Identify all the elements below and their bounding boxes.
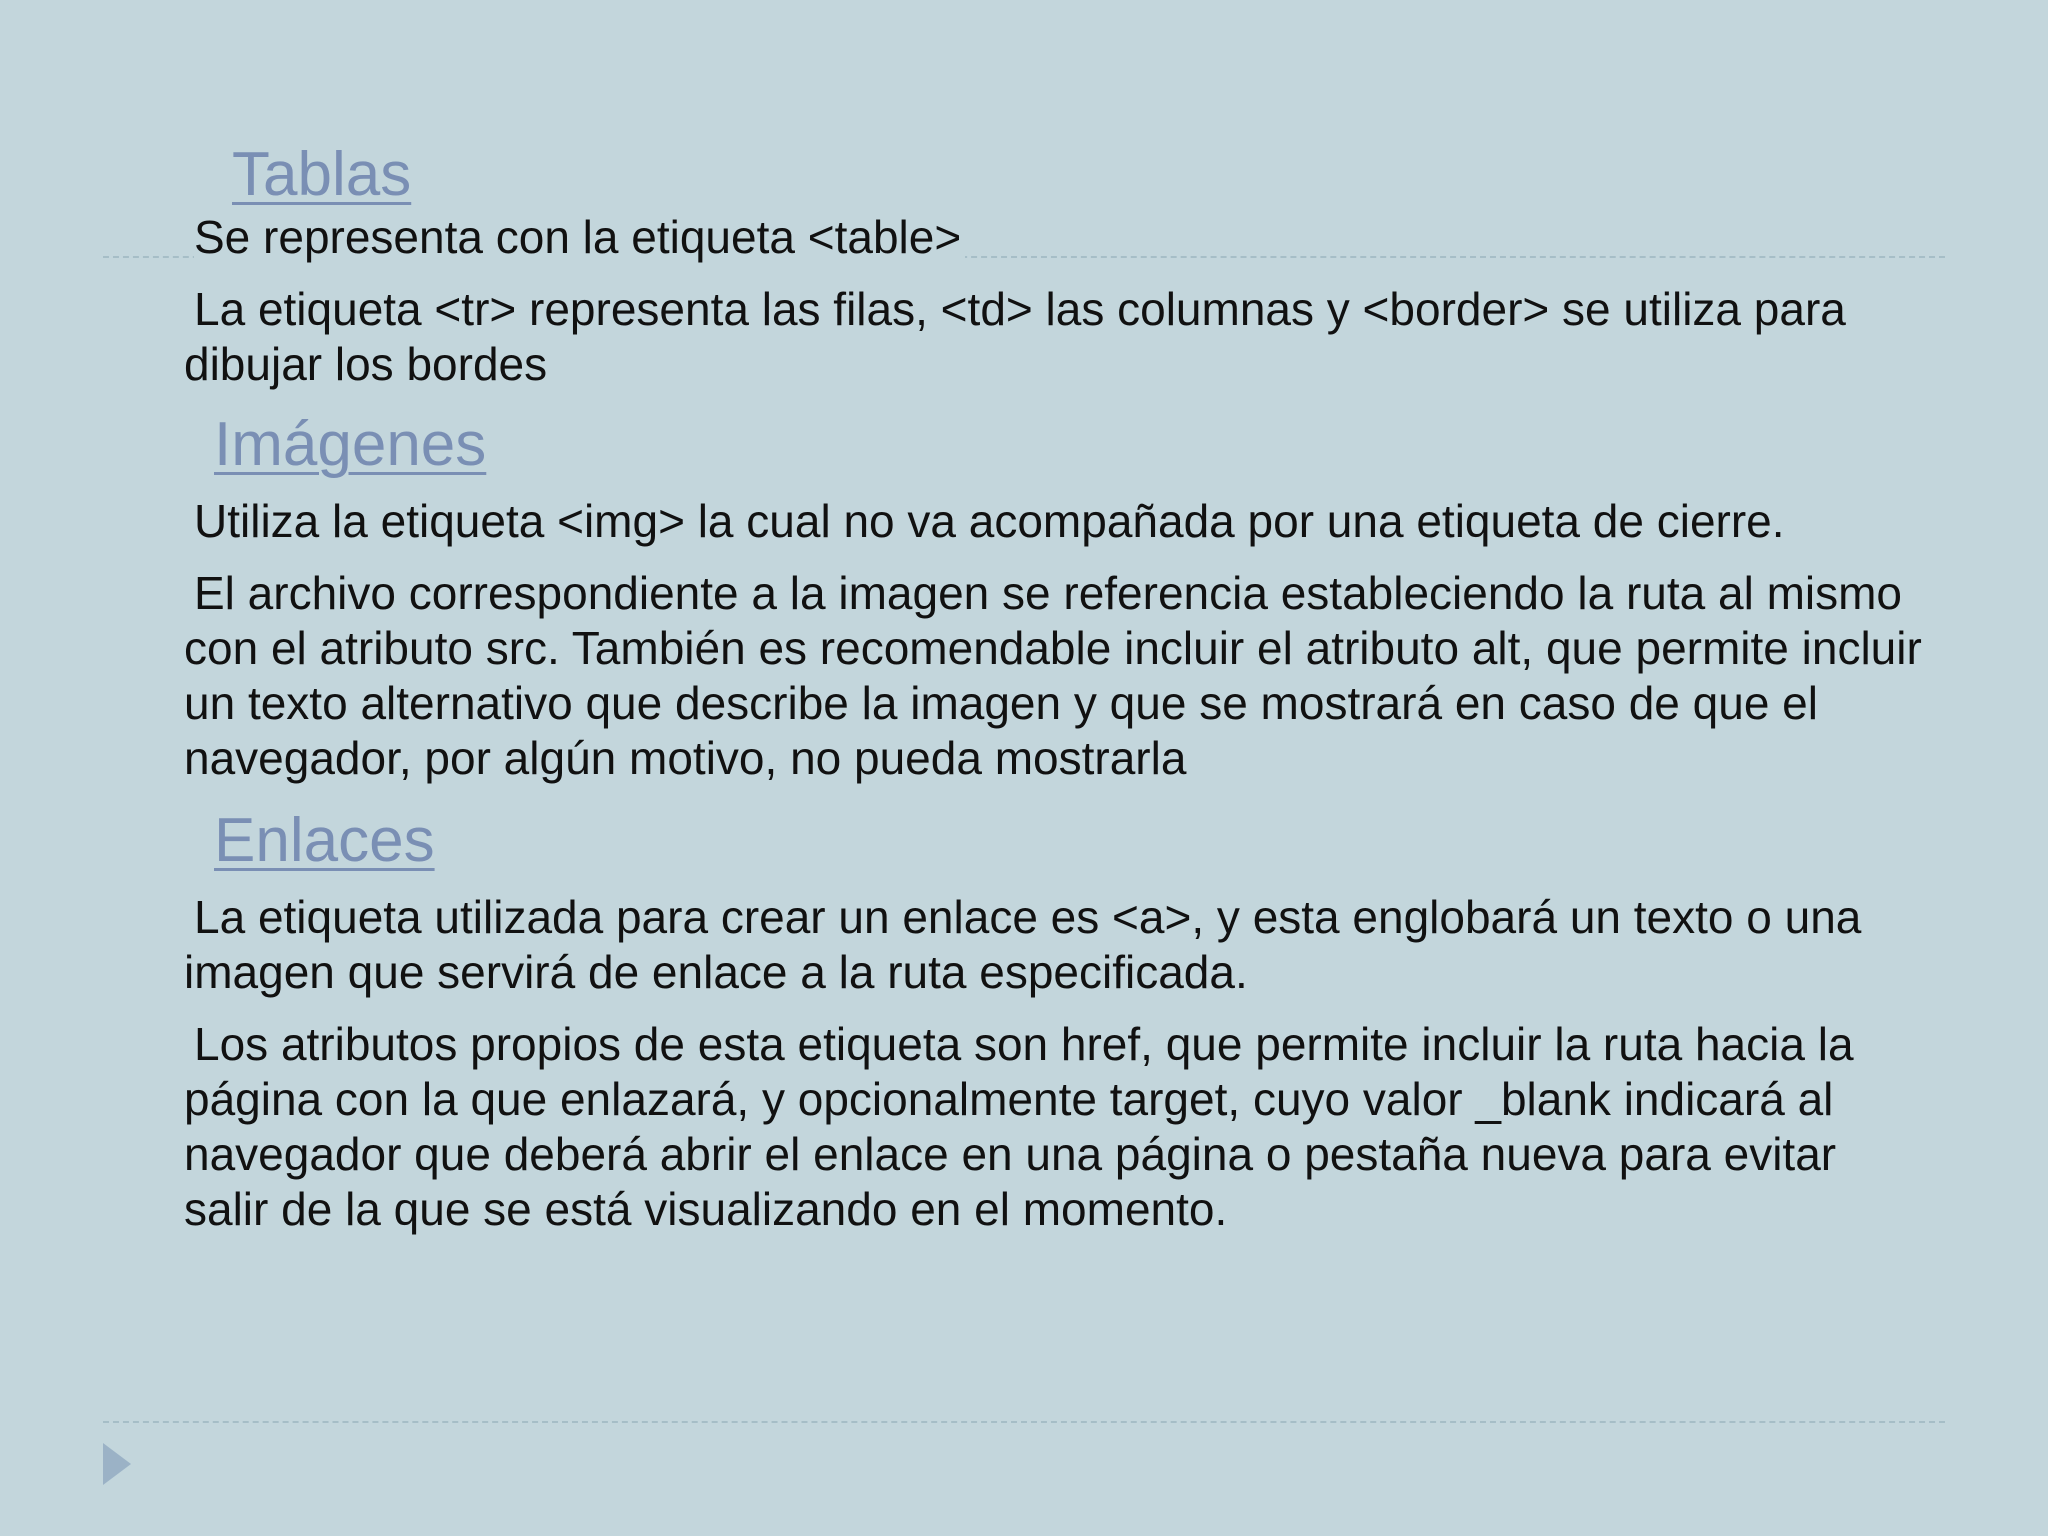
- paragraph-imagenes-2: El archivo correspondiente a la imagen se referencia estableciendo la ruta al mismo con el atributo src. También es recomendable incluir el atributo alt, que permite incluir un texto alternativo que describe la imagen y que se mostrará en caso de que el navegador, por algún motivo, no pueda mostrarla: [184, 567, 1922, 784]
- paragraph-text: Se representa con la etiqueta <table>: [194, 211, 965, 263]
- paragraph-tablas-1: [184, 210, 1924, 265]
- slide-content: [184, 132, 1924, 1237]
- paragraph-tablas-2: La etiqueta <tr> representa las filas, <td> las columnas y <border> se utiliza para dibujar los bordes: [184, 283, 1846, 390]
- paragraph-enlaces-1: La etiqueta utilizada para crear un enlace es <a>, y esta englobará un texto o una imagen que servirá de enlace a la ruta especificada.: [184, 891, 1862, 998]
- heading-imagenes-link[interactable]: Imágenes: [214, 410, 487, 479]
- bottom-divider: [103, 1421, 1945, 1423]
- paragraph-enlaces-2: Los atributos propios de esta etiqueta son href, que permite incluir la ruta hacia la página con la que enlazará, y opcionalmente target, cuyo valor _blank indicará al navegador que deberá abrir el enlace en una página o pestaña nueva para evitar salir de la que se está visualizando en el momento.: [184, 1018, 1854, 1235]
- heading-tablas-link[interactable]: Tablas: [232, 140, 412, 209]
- heading-enlaces-link[interactable]: Enlaces: [214, 806, 435, 875]
- play-triangle-icon: [103, 1443, 131, 1485]
- paragraph-imagenes-1: Utiliza la etiqueta <img> la cual no va acompañada por una etiqueta de cierre.: [194, 495, 1785, 547]
